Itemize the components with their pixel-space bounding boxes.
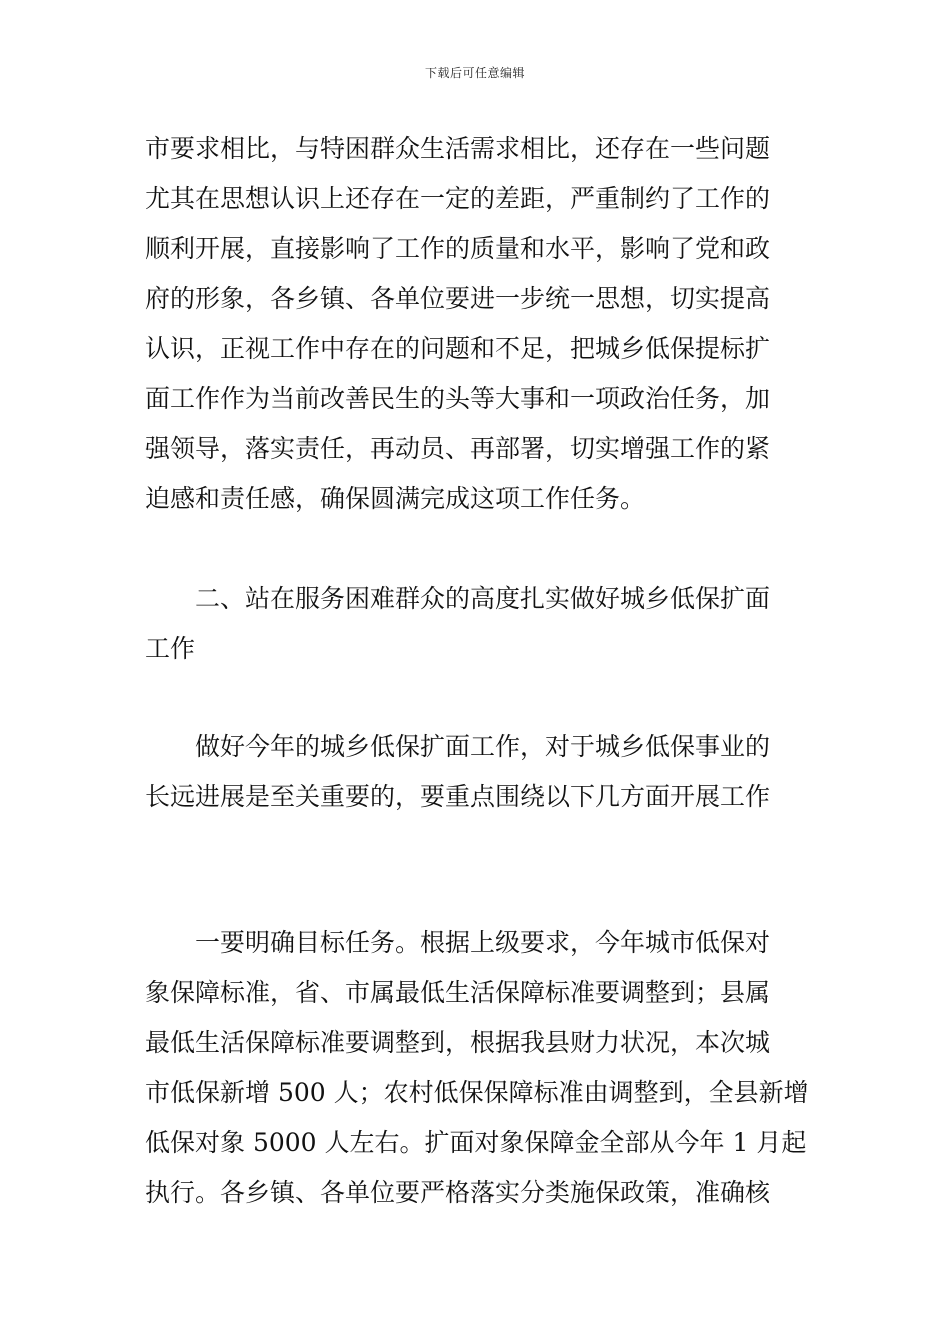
paragraph-line: 认识，正视工作中存在的问题和不足，把城乡低保提标扩 [145,334,771,363]
heading-line: 二、站在服务困难群众的高度扎实做好城乡低保扩面 [195,584,771,613]
paragraph-line: 低保对象 5000 人左右。扩面对象保障金全部从今年 1 月起 [145,1128,807,1157]
paragraph-2 [145,722,810,822]
paragraph-line: 顺利开展，直接影响了工作的质量和水平，影响了党和政 [145,234,771,263]
paragraph-line: 府的形象，各乡镇、各单位要进一步统一思想，切实提高 [145,284,771,313]
paragraph-line: 执行。各乡镇、各单位要严格落实分类施保政策，准确核 [145,1178,771,1207]
heading-line: 工作 [145,634,196,663]
paragraph-3 [145,918,810,1218]
paragraph-line: 最低生活保障标准要调整到，根据我县财力状况，本次城 [145,1028,771,1057]
header-note: 下载后可任意编辑 [424,66,525,80]
paragraph-line: 长远进展是至关重要的，要重点围绕以下几方面开展工作 [145,782,771,811]
paragraph-line: 强领导，落实责任，再动员、再部署，切实增强工作的紧 [145,434,771,463]
paragraph-line: 做好今年的城乡低保扩面工作，对于城乡低保事业的 [195,732,771,761]
paragraph-line: 市要求相比，与特困群众生活需求相比，还存在一些问题 [145,134,771,163]
paragraph-line: 面工作作为当前改善民生的头等大事和一项政治任务，加 [145,384,771,413]
paragraph-line: 象保障标准，省、市属最低生活保障标准要调整到；县属 [145,978,771,1007]
paragraph-line: 市低保新增 500 人；农村低保保障标准由调整到，全县新增 [145,1078,809,1107]
paragraph-1 [145,124,810,524]
section-heading-2 [145,574,810,674]
paragraph-line: 迫感和责任感，确保圆满完成这项工作任务。 [145,484,646,513]
paragraph-line: 尤其在思想认识上还存在一定的差距，严重制约了工作的 [145,184,771,213]
paragraph-line: 一要明确目标任务。根据上级要求，今年城市低保对 [195,928,771,957]
